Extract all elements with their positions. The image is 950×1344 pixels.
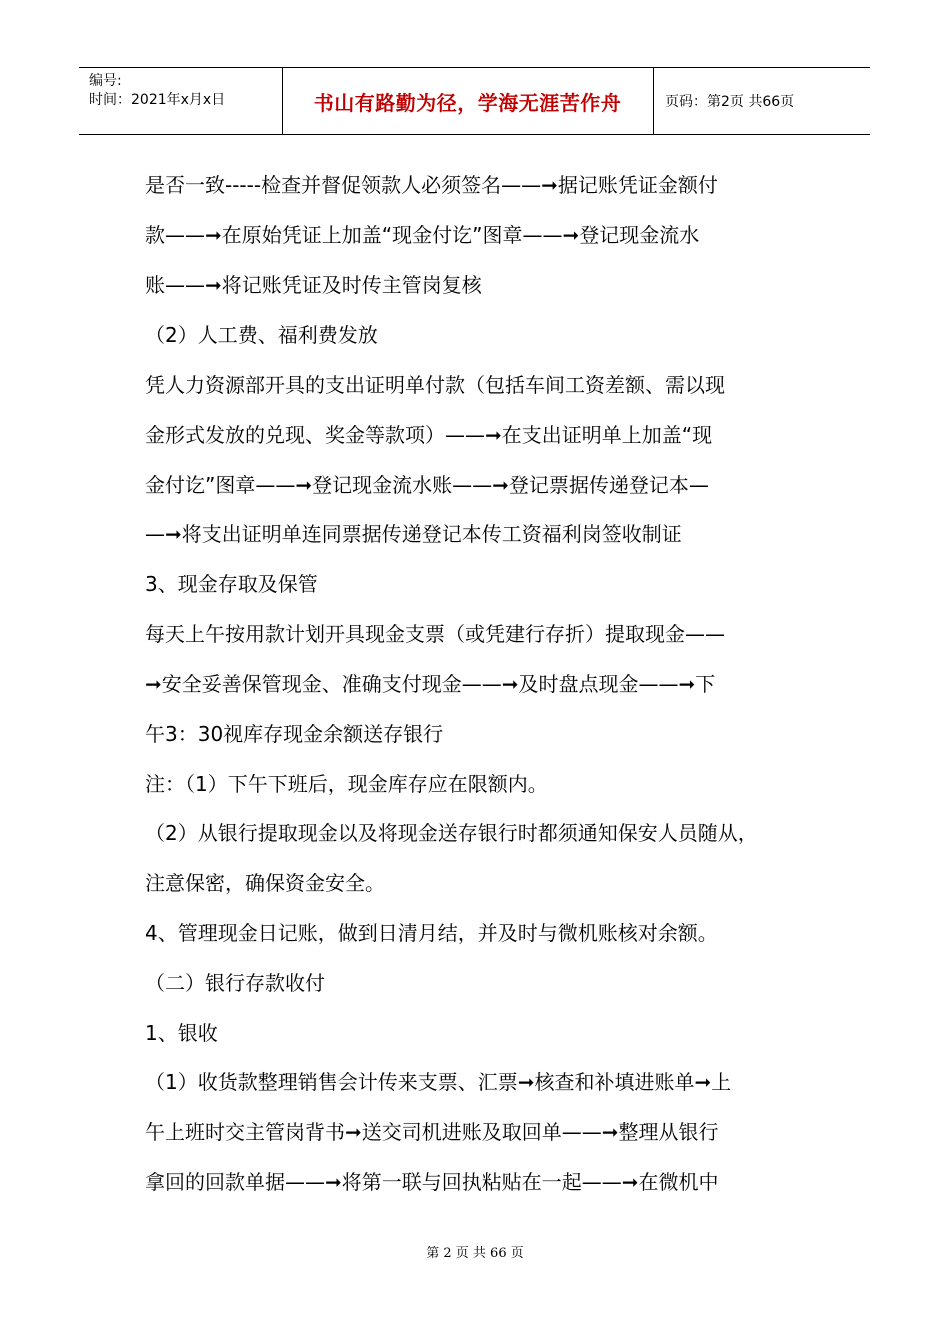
body-line: —➞将支出证明单连同票据传递登记本传工资福利岗签收制证 [145, 522, 682, 546]
body-line: 款——➞在原始凭证上加盖“现金付讫”图章——➞登记现金流水 [145, 223, 700, 247]
body-line: （2）人工费、福利费发放 [145, 323, 378, 347]
body-line: ➞安全妥善保管现金、准确支付现金——➞及时盘点现金——➞下 [145, 672, 716, 696]
header-motto: 书山有路勤为径，学海无涯苦作舟 [313, 91, 622, 115]
header-page-info: 页码：第2页 共66页 [665, 94, 795, 110]
document-time-label: 时间：2021年x月x日 [89, 92, 226, 108]
body-line: 注意保密，确保资金安全。 [145, 871, 385, 895]
body-line: （二）银行存款收付 [145, 971, 325, 995]
body-line: 是否一致-----检查并督促领款人必须签名——➞据记账凭证金额付 [145, 173, 718, 197]
body-line: 4、管理现金日记账，做到日清月结，并及时与微机账核对余额。 [145, 921, 718, 945]
body-line: 金付讫”图章——➞登记现金流水账——➞登记票据传递登记本— [145, 473, 709, 497]
body-line: （1）收货款整理销售会计传来支票、汇票➞核查和补填进账单➞上 [145, 1070, 732, 1094]
page-header [79, 67, 870, 135]
header-meta-cell [79, 68, 283, 134]
body-line: 每天上午按用款计划开具现金支票（或凭建行存折）提取现金—— [145, 622, 725, 646]
header-page-cell [653, 68, 870, 134]
body-line: 1、银收 [145, 1021, 218, 1045]
body-line: 拿回的回款单据——➞将第一联与回执粘贴在一起——➞在微机中 [145, 1170, 719, 1194]
page-footer: 第 2 页 共 66 页 [426, 1246, 524, 1261]
body-line: 注：（1）下午下班后，现金库存应在限额内。 [145, 772, 548, 796]
body-line: 午3：30视库存现金余额送存银行 [145, 722, 444, 746]
body-line: 金形式发放的兑现、奖金等款项）——➞在支出证明单上加盖“现 [145, 423, 713, 447]
document-number-label: 编号: [89, 73, 122, 89]
body-line: 3、现金存取及保管 [145, 572, 318, 596]
body-line: 凭人力资源部开具的支出证明单付款（包括车间工资差额、需以现 [145, 373, 725, 397]
body-line: 午上班时交主管岗背书➞送交司机进账及取回单——➞整理从银行 [145, 1120, 719, 1144]
body-line: （2）从银行提取现金以及将现金送存银行时都须通知保安人员随从， [145, 821, 758, 845]
body-line: 账——➞将记账凭证及时传主管岗复核 [145, 273, 482, 297]
header-motto-cell [282, 68, 654, 134]
